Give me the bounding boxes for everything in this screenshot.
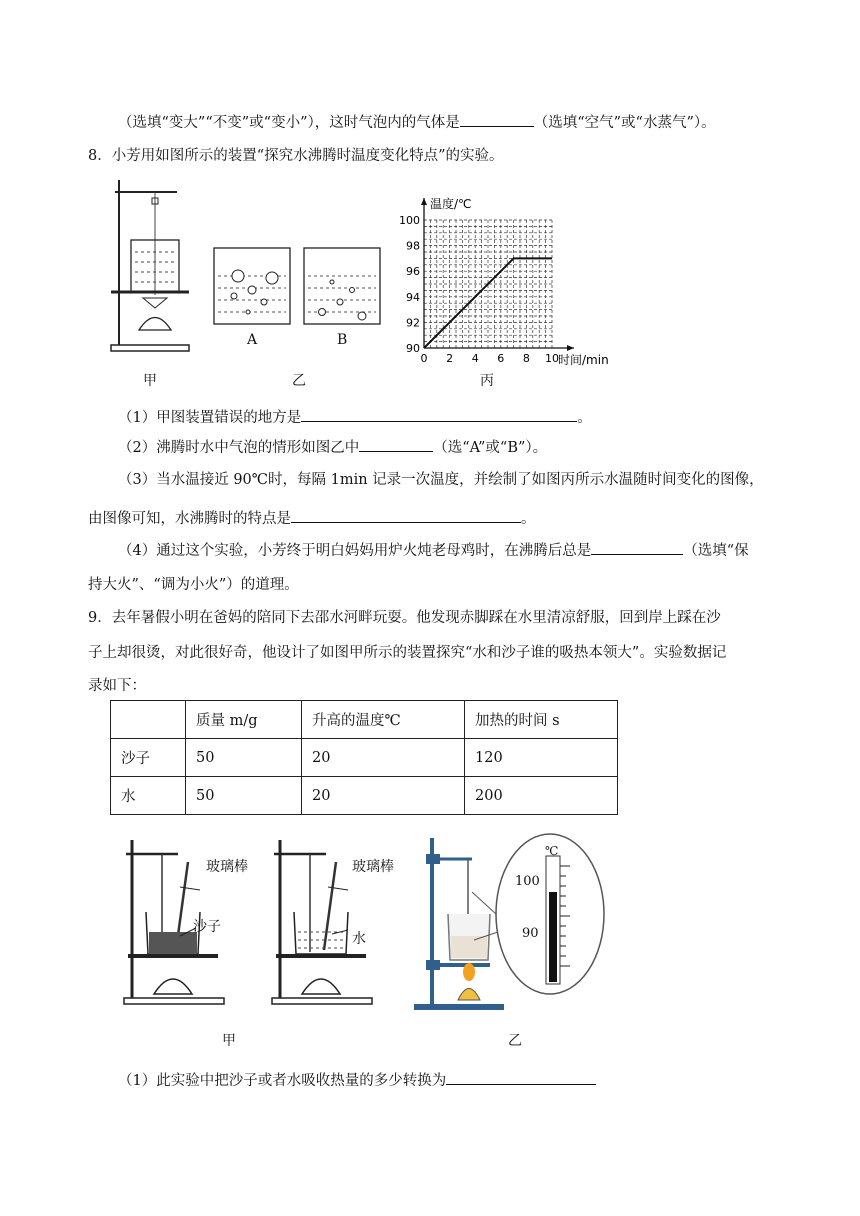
- q8-sub3-line2: 由图像可知，水沸腾时的特点是 。: [88, 508, 536, 529]
- table-header-cell: 加热的时间 s: [465, 701, 618, 739]
- y-tick-label: 96: [406, 265, 420, 279]
- q8-sub4-line2: 持大火”、“调为小火”）的道理。: [88, 577, 299, 593]
- q9-stem-line3: 录如下：: [88, 678, 146, 694]
- table-cell: 沙子: [111, 739, 186, 777]
- table-header-row: [111, 701, 618, 739]
- answer-blank[interactable]: [591, 540, 683, 555]
- fig-label-B: B: [337, 332, 348, 348]
- q9-stem-line2: 子上却很烫，对此很好奇，他设计了如图甲所示的装置探究“水和沙子谁的吸热本领大”。实验数据记: [88, 645, 727, 661]
- y-tick-label: 94: [406, 290, 420, 304]
- y-tick-label: 92: [406, 316, 420, 330]
- y-tick-label: 100: [399, 214, 420, 227]
- table-header-cell: [111, 701, 186, 739]
- table-header-cell: 升高的温度℃: [302, 701, 465, 739]
- table-cell: 120: [465, 739, 618, 777]
- table-cell: 20: [302, 777, 465, 815]
- fig-label-jia: 甲: [143, 373, 157, 389]
- answer-blank[interactable]: [460, 112, 534, 127]
- y-axis-arrow: [421, 198, 427, 205]
- figure-yi-thermometer: [410, 832, 620, 1017]
- data-table: [110, 700, 618, 815]
- thermo-tick-90: 90: [522, 926, 539, 941]
- x-tick-label: 2: [446, 352, 454, 365]
- label-sand: 沙子: [193, 919, 221, 935]
- figure-jia-apparatus: [105, 180, 195, 355]
- answer-blank[interactable]: [291, 508, 521, 523]
- table-header-cell: 质量 m/g: [186, 701, 302, 739]
- fig-label-jia: 甲: [222, 1033, 236, 1049]
- q9-stem-line1: 9．去年暑假小明在爸妈的陪同下去邵水河畔玩耍。他发现赤脚踩在水里清凉舒服，回到岸上踩在沙: [88, 610, 721, 626]
- q8-sub4-line1: （4）通过这个实验，小芳终于明白妈妈用炉火炖老母鸡时，在沸腾后总是 （选填“保: [118, 540, 749, 561]
- thermo-unit: ℃: [545, 844, 559, 858]
- x-tick-label: 4: [471, 352, 479, 365]
- q9-sub1: （1）此实验中把沙子或者水吸收热量的多少转换为: [118, 1070, 596, 1091]
- table-row: [111, 777, 618, 815]
- label-water: 水: [352, 931, 366, 947]
- table-cell: 水: [111, 777, 186, 815]
- x-axis-arrow: [567, 345, 574, 351]
- x-tick-label: 10: [545, 352, 559, 365]
- table-cell: 50: [186, 777, 302, 815]
- fig-label-bing: 丙: [480, 373, 494, 389]
- q8-stem: 8．小芳用如图所示的装置“探究水沸腾时温度变化特点”的实验。: [88, 148, 504, 164]
- chart-xlabel: 时间/min: [558, 353, 609, 367]
- answer-blank[interactable]: [359, 437, 433, 452]
- q7-tail-line: （选填“变大”“不变”或“变小”），这时气泡内的气体是 （选填“空气”或“水蒸气”）。: [118, 112, 716, 133]
- figure-bing-chart: [386, 192, 618, 372]
- label-glass-rod: 玻璃棒: [352, 859, 394, 875]
- q8-sub2: （2）沸腾时水中气泡的情形如图乙中 （选“A”或“B”）。: [118, 437, 547, 458]
- q8-sub1: （1）甲图装置错误的地方是 。: [118, 407, 592, 428]
- x-tick-label: 8: [522, 352, 530, 365]
- table-row: [111, 739, 618, 777]
- fig-label-yi: 乙: [508, 1033, 522, 1049]
- fig-label-yi: 乙: [292, 373, 306, 389]
- y-tick-label: 90: [406, 342, 420, 355]
- x-tick-label: 6: [497, 352, 505, 365]
- y-tick-label: 98: [406, 239, 420, 253]
- table-cell: 20: [302, 739, 465, 777]
- table-cell: 200: [465, 777, 618, 815]
- table-cell: 50: [186, 739, 302, 777]
- answer-blank[interactable]: [301, 407, 577, 422]
- chart-ylabel: 温度/℃: [430, 197, 472, 211]
- label-glass-rod: 玻璃棒: [206, 859, 248, 875]
- x-tick-label: 0: [420, 352, 428, 365]
- figure-yi-bubbles: [212, 246, 387, 328]
- thermo-tick-100: 100: [515, 874, 540, 889]
- q8-sub3-line1: （3）当水温接近 90℃时，每隔 1min 记录一次温度，并绘制了如图丙所示水温随时间变化的图像，: [118, 472, 764, 488]
- fig-label-A: A: [247, 332, 258, 348]
- answer-blank[interactable]: [446, 1070, 596, 1085]
